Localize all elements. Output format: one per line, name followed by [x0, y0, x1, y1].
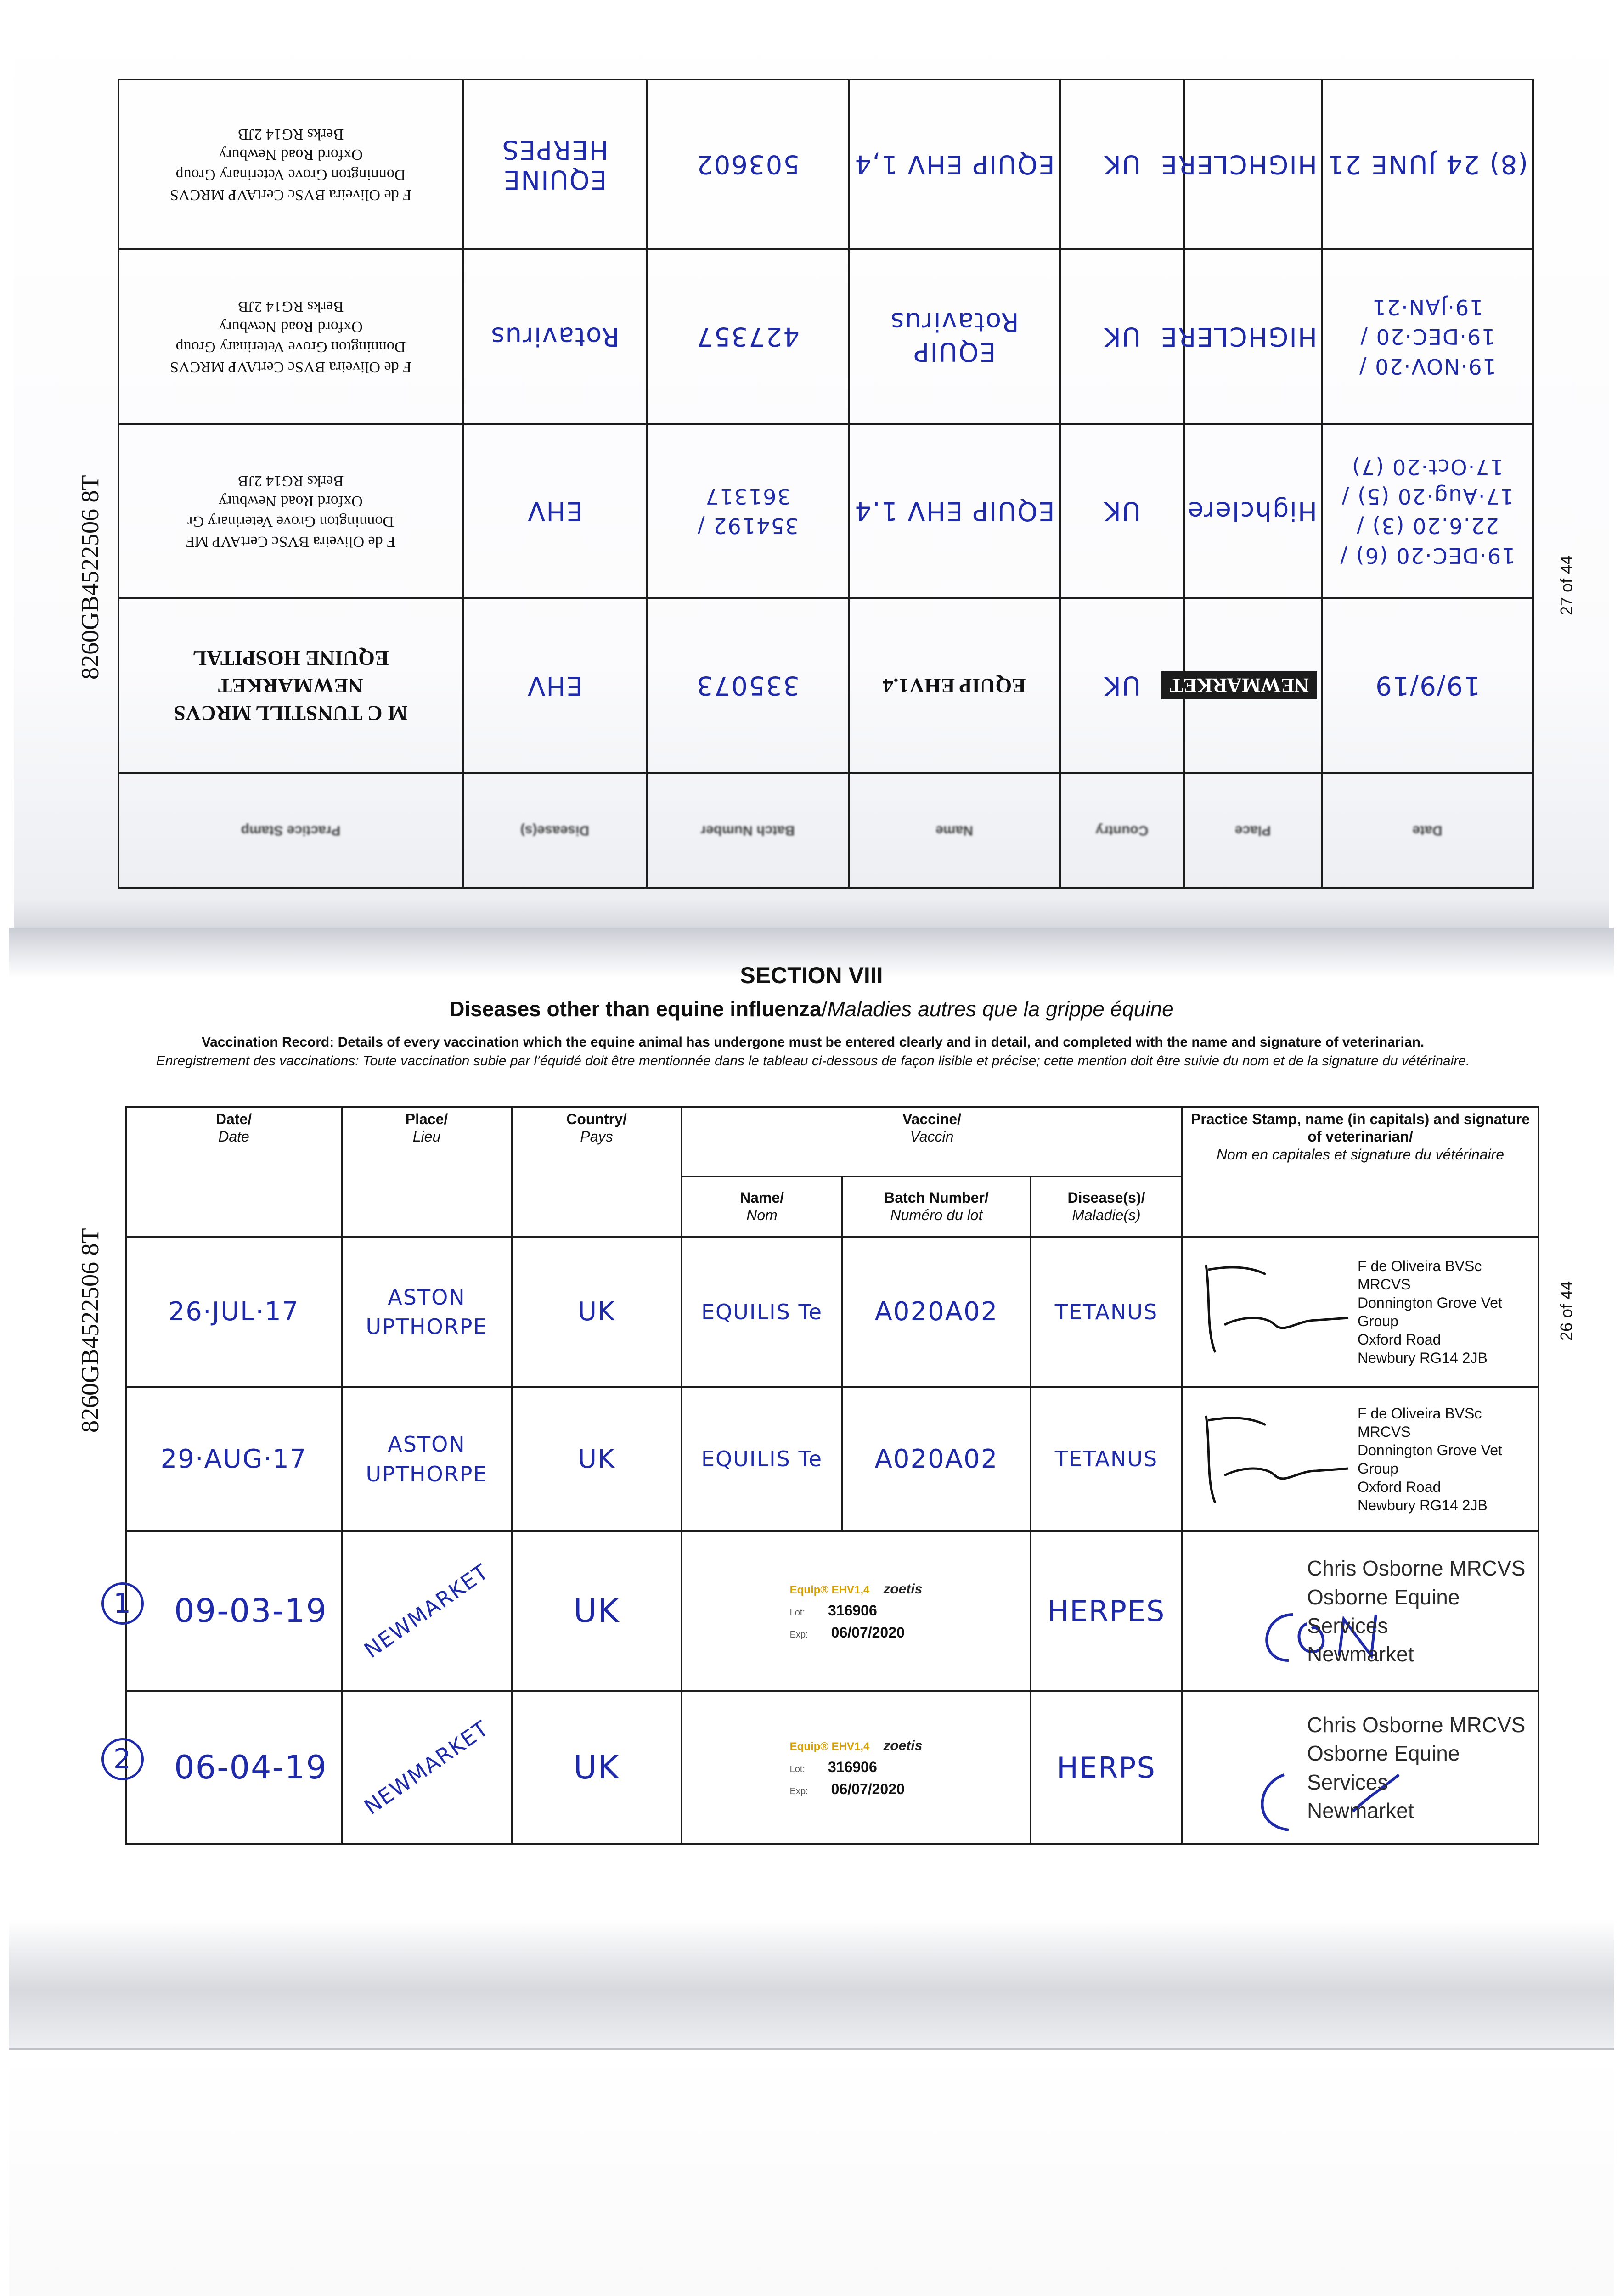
upper-header-batch: Batch Number	[647, 773, 849, 888]
row-place: ASTON UPTHORPE	[342, 1237, 512, 1387]
upper-vet-line: Oxford Road Newbury	[219, 146, 363, 163]
upper-row	[118, 424, 1533, 598]
vet-stamp-text	[1307, 1554, 1538, 1668]
header-stamp-en: Practice Stamp, name (in capitals) and signature of veterinarian/	[1191, 1111, 1530, 1145]
upper-row-date: (8) 24 JUNE 21	[1322, 79, 1533, 249]
header-name-fr: Nom	[746, 1207, 778, 1224]
upper-row-vet-stamp	[118, 424, 463, 598]
header-country-en: Country/	[566, 1111, 627, 1127]
vet-stamp-text	[1358, 1404, 1538, 1514]
vet-signature	[1197, 1251, 1353, 1362]
vet-stamp-line: Newbury RG14 2JB	[1358, 1497, 1488, 1514]
row-place: ASTON UPTHORPE	[342, 1387, 512, 1531]
upper-row-disease: EHV	[463, 424, 647, 598]
vet-signature	[1197, 1402, 1353, 1512]
upper-vet-line: Berks RG14 2JB	[237, 472, 344, 490]
upper-row-place: HIGHCLERE	[1184, 79, 1322, 249]
header-place	[342, 1107, 512, 1237]
passport-id-lower: 8260GB4522506 8T	[76, 1228, 104, 1433]
vet-stamp-line: Chris Osborne MRCVS	[1307, 1713, 1526, 1737]
row-vet-stamp	[1182, 1691, 1538, 1844]
upper-row-batch: 503602	[647, 79, 849, 249]
upper-row-batch: 427357	[647, 249, 849, 424]
header-place-en: Place/	[405, 1111, 448, 1127]
upper-row-country: UK	[1060, 598, 1184, 773]
sticker-lot: 316906	[828, 1602, 877, 1619]
sticker-maker: zoetis	[883, 1581, 923, 1597]
vaccine-label-sticker	[785, 1576, 927, 1646]
section-subtitle-en: Diseases other than equine influenza	[449, 997, 822, 1021]
sticker-lot-label: Lot:	[789, 1607, 805, 1618]
upper-row-batch: 335073	[647, 598, 849, 773]
upper-row-country: UK	[1060, 249, 1184, 424]
row-country: UK	[512, 1691, 682, 1844]
row-batch: A020A02	[842, 1387, 1031, 1531]
sticker-exp-label: Exp:	[789, 1629, 808, 1640]
upper-header-row	[118, 773, 1533, 888]
header-batch-en: Batch Number/	[884, 1189, 989, 1206]
vet-stamp-line: Chris Osborne MRCVS	[1307, 1556, 1526, 1581]
upper-header-place: Place	[1184, 773, 1322, 888]
upper-row-place-cell	[1169, 598, 1322, 773]
row-vaccine-name: EQUILIS Te	[682, 1237, 842, 1387]
upper-vet-line: M C TUNSTILL MRCVS	[174, 701, 408, 725]
header-vaccine	[682, 1107, 1182, 1176]
row-vaccine-name: EQUILIS Te	[682, 1387, 842, 1531]
row-country: UK	[512, 1387, 682, 1531]
upper-row-disease: Rotavirus	[463, 249, 647, 424]
upper-row-place: NEWMARKET	[1161, 672, 1317, 700]
header-row-1	[126, 1107, 1538, 1176]
row-disease: TETANUS	[1031, 1237, 1182, 1387]
header-date-fr: Date	[218, 1128, 249, 1145]
vet-stamp-line: Oxford Road	[1358, 1478, 1441, 1495]
upper-vet-line: Berks RG14 2JB	[237, 298, 344, 315]
row-date: 26·JUL·17	[126, 1237, 342, 1387]
upper-vet-line: EQUINE HOSPITAL	[192, 647, 389, 670]
sticker-exp: 06/07/2020	[831, 1780, 905, 1797]
row-number-badge: 2	[101, 1738, 144, 1780]
upper-row-disease: EQUINE HERPES	[463, 79, 647, 249]
page-edge	[9, 2048, 1614, 2296]
vet-stamp-line: F de Oliveira BVSc MRCVS	[1358, 1405, 1482, 1440]
header-vaccine-en: Vaccine/	[902, 1111, 962, 1127]
row-disease: HERPES	[1031, 1531, 1182, 1691]
upper-row	[118, 249, 1533, 424]
row-country: UK	[512, 1237, 682, 1387]
row-vet-stamp	[1182, 1531, 1538, 1691]
row-place-cell	[342, 1691, 512, 1844]
vet-stamp-line: Newbury RG14 2JB	[1358, 1349, 1488, 1366]
upper-header-name: Name	[849, 773, 1060, 888]
header-date-en: Date/	[215, 1111, 252, 1127]
row-place: NEWMARKET	[360, 1559, 494, 1663]
header-name-en: Name/	[739, 1189, 784, 1206]
row-disease: TETANUS	[1031, 1387, 1182, 1531]
upper-vet-line: NEWMARKET	[218, 674, 364, 698]
vet-stamp-text	[1307, 1711, 1538, 1824]
upper-row-country: UK	[1060, 79, 1184, 249]
table-row	[126, 1237, 1538, 1387]
row-vaccine-sticker-cell	[682, 1691, 1031, 1844]
section-intro	[129, 1033, 1497, 1070]
header-stamp-fr: Nom en capitales et signature du vétérinaire	[1216, 1146, 1505, 1163]
intro-fr: Enregistrement des vaccinations: Toute vaccination subie par l’équidé doit être mentionnée dans le tableau ci-dessous de façon lisible et précise; cette mention doit être suivie du nom et de la signature du vétérinaire.	[156, 1053, 1470, 1069]
row-country: UK	[512, 1531, 682, 1691]
upper-row-country: UK	[1060, 424, 1184, 598]
upper-row-vet-stamp	[118, 249, 463, 424]
table-row	[126, 1387, 1538, 1531]
upper-header-stamp: Practice Stamp	[118, 773, 463, 888]
header-date	[126, 1107, 342, 1237]
upper-row-date: 19·NOV·20 / 19·DEC·20 / 19·JAN·21	[1322, 249, 1533, 424]
upper-vet-line: Oxford Road Newbury	[219, 493, 363, 510]
sticker-brand: Equip® EHV1,4	[789, 1740, 870, 1753]
sticker-lot: 316906	[828, 1758, 877, 1775]
header-name	[682, 1176, 842, 1237]
intro-en: Vaccination Record: Details of every vaccination which the equine animal has undergone must be entered clearly and in detail, and completed with the name and signature of veterinarian.	[201, 1035, 1425, 1050]
upper-row-batch: 354192 / 361317	[647, 424, 849, 598]
upper-header-disease: Disease(s)	[463, 773, 647, 888]
row-date: 06-04-19	[174, 1749, 327, 1787]
upper-row-vaccine: EQUIP EHV 1.4	[849, 424, 1060, 598]
upper-vet-line: F de Oliveira BVSc CertAVP MF	[186, 533, 396, 551]
vet-stamp-line: Newmarket	[1307, 1798, 1414, 1823]
vet-stamp-line: Oxford Road	[1358, 1331, 1441, 1348]
upper-vaccination-table	[119, 80, 1534, 889]
header-country-fr: Pays	[580, 1128, 613, 1145]
row-place: NEWMARKET	[360, 1716, 494, 1820]
upper-row	[118, 598, 1533, 773]
upper-row-date: 19·DEC·20 (6) / 22.6.20 (3) / 17·Aug·20 (5) / 17·Oct·20 (7)	[1322, 424, 1533, 598]
vet-stamp-line: Osborne Equine Services	[1307, 1585, 1460, 1638]
section-subtitle-fr: Maladies autres que la grippe équine	[827, 997, 1174, 1021]
row-place-cell	[342, 1531, 512, 1691]
page-number-upper: 27 of 44	[1557, 555, 1576, 615]
header-stamp	[1182, 1107, 1538, 1237]
upper-row-date: 19/9/19	[1322, 598, 1533, 773]
row-batch: A020A02	[842, 1237, 1031, 1387]
vet-stamp-text	[1358, 1257, 1538, 1367]
upper-vet-line: Oxford Road Newbury	[219, 318, 363, 335]
row-date: 09-03-19	[174, 1592, 327, 1630]
row-number-badge: 1	[101, 1582, 144, 1625]
header-disease-fr: Maladie(s)	[1072, 1207, 1141, 1224]
vet-stamp-line: Donnington Grove Vet Group	[1358, 1294, 1502, 1329]
row-vaccine-sticker-cell	[682, 1531, 1031, 1691]
header-disease-en: Disease(s)/	[1067, 1189, 1145, 1206]
row-date: 29·AUG·17	[126, 1387, 342, 1531]
vet-stamp-line: Donnington Grove Vet Group	[1358, 1441, 1502, 1477]
upper-vet-line: Donnington Grove Veterinary Group	[175, 166, 406, 184]
vet-stamp-line: Osborne Equine Services	[1307, 1741, 1460, 1794]
sticker-brand: Equip® EHV1,4	[789, 1583, 870, 1596]
table-row	[126, 1691, 1538, 1844]
upper-row-place: Highclere	[1184, 424, 1322, 598]
row-disease: HERPS	[1031, 1691, 1182, 1844]
sticker-lot-label: Lot:	[789, 1764, 805, 1774]
upper-vet-line: Donnington Grove Veterinary Gr	[187, 513, 394, 530]
upper-vet-line: Berks RG14 2JB	[237, 125, 344, 143]
vaccine-label-sticker	[785, 1733, 927, 1803]
upper-row-disease: EHV	[463, 598, 647, 773]
table-row	[126, 1531, 1538, 1691]
vaccination-table	[113, 1106, 1539, 1845]
section-subtitle: Diseases other than equine influenza/Maladies autres que la grippe équine	[449, 997, 1174, 1021]
upper-header-date: Date	[1322, 773, 1533, 888]
header-vaccine-fr: Vaccin	[910, 1128, 954, 1145]
upper-vet-line: Donnington Grove Veterinary Group	[175, 338, 406, 356]
upper-row-vet-stamp	[118, 598, 463, 773]
header-disease	[1031, 1176, 1182, 1237]
header-batch	[842, 1176, 1031, 1237]
vet-stamp-line: F de Oliveira BVSc MRCVS	[1358, 1257, 1482, 1293]
upper-vet-line: F de Oliveira BVSc CertAVP MRCVS	[169, 186, 412, 204]
upper-row-vet-stamp	[118, 79, 463, 249]
upper-row-vaccine: EQUIP EHV 1,4	[849, 79, 1060, 249]
upper-row-vaccine: EQUIP Rotavirus	[849, 249, 1060, 424]
sticker-exp: 06/07/2020	[831, 1624, 905, 1641]
sticker-maker: zoetis	[883, 1738, 923, 1753]
vet-stamp-line: Newmarket	[1307, 1642, 1414, 1666]
header-country	[512, 1107, 682, 1237]
page-number-lower: 26 of 44	[1557, 1281, 1576, 1341]
row-date-cell	[113, 1531, 342, 1691]
upper-row-vaccine: EQUIP EHV1.4	[849, 598, 1060, 773]
row-date-cell	[113, 1691, 342, 1844]
upper-header-country: Country	[1060, 773, 1184, 888]
row-vet-stamp	[1182, 1387, 1538, 1531]
lower-page-shadow	[9, 1919, 1614, 2048]
upper-row-place: HIGHCLERE	[1184, 249, 1322, 424]
row-vet-stamp	[1182, 1237, 1538, 1387]
sticker-exp-label: Exp:	[789, 1786, 808, 1796]
upper-row	[118, 79, 1533, 249]
header-batch-fr: Numéro du lot	[890, 1207, 983, 1224]
passport-id-upper: 8260GB4522506 8T	[76, 475, 104, 680]
header-place-fr: Lieu	[412, 1128, 441, 1145]
section-title: SECTION VIII	[740, 962, 883, 988]
upper-vet-line: F de Oliveira BVSc CertAVP MRCVS	[169, 359, 412, 376]
